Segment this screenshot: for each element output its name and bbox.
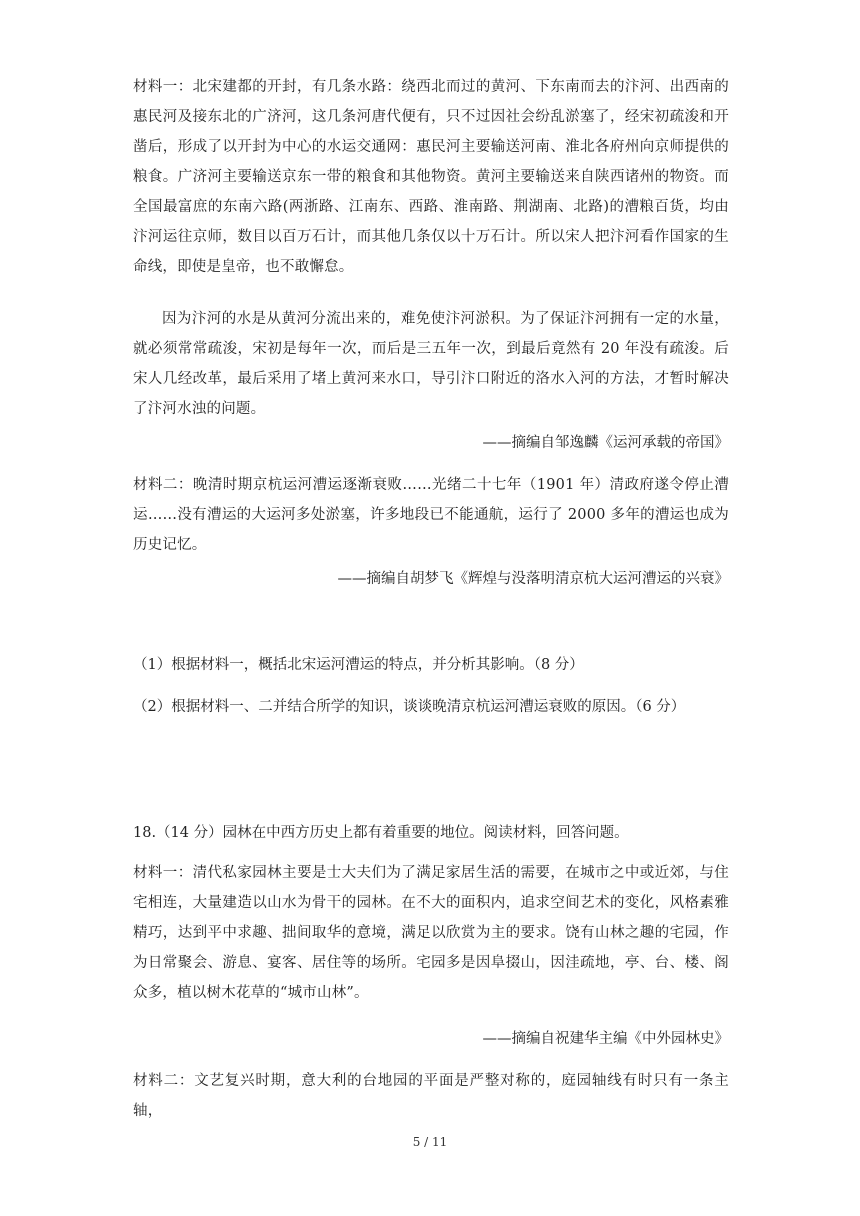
q18-material1-source: ——摘编自祝建华主编《中外园林史》 — [482, 1031, 729, 1047]
material1-paragraph2: 因为汴河的水是从黄河分流出来的，难免使汴河淤积。为了保证汴河拥有一定的水量，就必须常常疏浚，宋初是每年一次，而后是三五年一次，到最后竟然有 20 年没有疏浚。后宋人几经改革，最后采用了堵上黄河来水口，导引汴口附近的洛水入河的方法，才暂时解决了汴河水浊的问题。 — [133, 311, 729, 417]
q18-material2-paragraph: 材料二：文艺复兴时期，意大利的台地园的平面是严整对称的，庭园轴线有时只有一条主轴， — [133, 1073, 729, 1119]
page-number: 5 / 11 — [412, 1135, 448, 1149]
material2-source: ——摘编自胡梦飞《辉煌与没落明清京杭大运河漕运的兴衰》 — [337, 571, 729, 587]
question-2: （2）根据材料一、二并结合所学的知识，谈谈晚清京杭运河漕运衰败的原因。（6 分） — [133, 699, 686, 715]
material2-paragraph: 材料二：晚清时期京杭运河漕运逐渐衰败……光绪二十七年（1901 年）清政府遂令停止漕运……没有漕运的大运河多处淤塞，许多地段已不能通航，运行了 2000 多年的漕运也成为历史记忆。 — [133, 477, 729, 553]
material1-paragraph1: 材料一：北宋建都的开封，有几条水路：绕西北而过的黄河、下东南而去的汴河、出西南的惠民河及接东北的广济河，这几条河唐代便有，只不过因社会纷乱淤塞了，经宋初疏浚和开凿后，形成了以开封为中心的水运交通网：惠民河主要输送河南、淮北各府州向京师提供的粮食。广济河主要输送京东一带的粮食和其他物资。黄河主要输送来自陕西诸州的物资。而全国最富庶的东南六路(两浙路、江南东、西路、淮南路、荆湖南、北路)的漕粮百货，均由汴河运往京师，数目以百万石计，而其他几条仅以十万石计。所以宋人把汴河看作国家的生命线，即使是皇帝，也不敢懈怠。 — [133, 79, 729, 275]
material1-source: ——摘编自邹逸麟《运河承载的帝国》 — [482, 435, 729, 451]
question-1: （1）根据材料一，概括北宋运河漕运的特点，并分析其影响。（8 分） — [133, 657, 584, 673]
q18-material1-paragraph: 材料一：清代私家园林主要是士大夫们为了满足家居生活的需要，在城市之中或近郊，与住宅相连，大量建造以山水为骨干的园林。在不大的面积内，追求空间艺术的变化，风格素雅精巧，达到平中求趣、拙间取华的意境，满足以欣赏为主的要求。饶有山林之趣的宅园，作为日常聚会、游息、宴客、居住等的场所。宅园多是因阜掇山，因洼疏地，亭、台、楼、阁众多，植以树木花草的“城市山林”。 — [133, 865, 729, 1001]
question-18-title: 18.（14 分）园林在中西方历史上都有着重要的地位。阅读材料，回答问题。 — [133, 825, 629, 841]
